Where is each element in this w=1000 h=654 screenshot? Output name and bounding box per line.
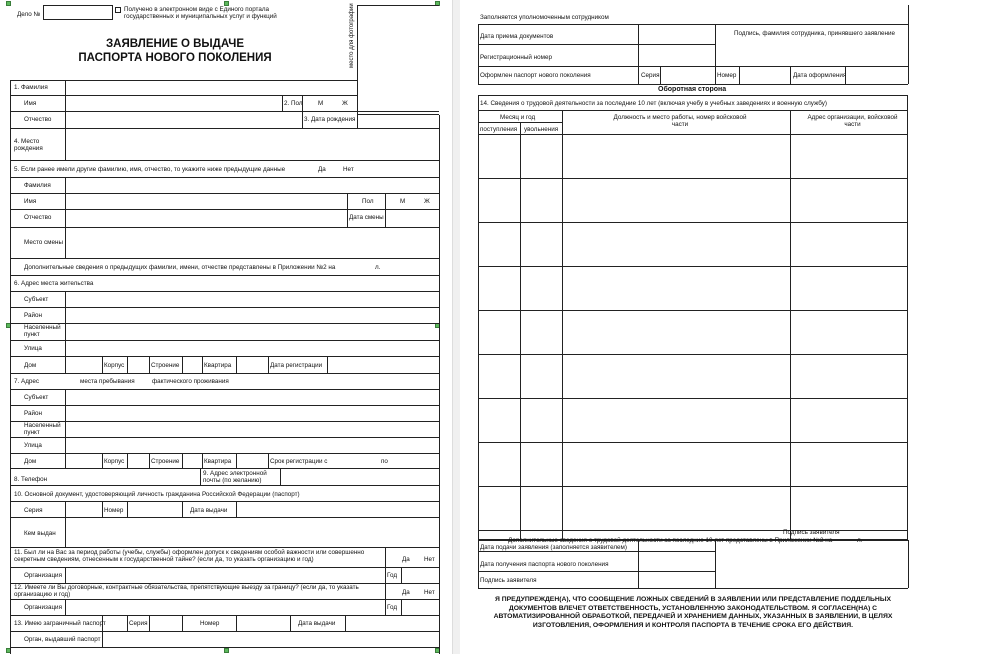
issued-series-label: Серия [641,72,660,79]
receive-date-label: Дата приема документов [480,33,554,40]
employee-signature-label: Подпись, фамилия сотрудника, принявшего заявление [734,30,895,37]
field-address-label: 6. Адрес места жительства [14,280,94,287]
field-name-label: Имя [24,100,37,107]
addr-district-label: Район [24,312,42,319]
addr-kvartira-label: Квартира [204,362,232,369]
doc-issue-date-label: Дата выдачи [190,507,228,514]
work-row-line [478,398,908,399]
delo-box[interactable] [43,5,113,20]
doc-series-label: Серия [24,507,43,514]
get-date-label: Дата получения паспорта нового поколения [480,561,609,568]
prev-net[interactable]: Нет [343,166,354,173]
addr-reg-date-label: Дата регистрации [270,362,323,369]
field-phone-label: 8. Телефон [14,476,48,483]
prev-gender-label: Пол [362,198,374,205]
obligations-org-label: Организация [24,604,62,611]
fp-series-label: Серия [129,620,148,627]
field-surname-label: 1. Фамилия [14,84,48,91]
work-row-line [478,222,908,223]
position-header: Должность и место работы, номер войсковой части [613,114,747,129]
issued-passport-label: Оформлен паспорт нового поколения [480,72,591,79]
resize-handle-bm[interactable] [224,648,229,653]
addr7-subject-label: Субъект [24,394,49,401]
additional-names-note: Дополнительные сведения о предыдущих фамилии, имени, отчестве представлены в Приложении №2 на [24,264,336,271]
addr-locality-label: Населенный пункт [24,324,61,339]
addr7-locality-label: Населенный пункт [24,422,61,437]
warning-text: Я ПРЕДУПРЕЖДЕН(А), ЧТО СООБЩЕНИЕ ЛОЖНЫХ СВЕДЕНИЙ В ЗАЯВЛЕНИИ ИЛИ ПРЕДСТАВЛЕНИЕ ПОДДЕЛЬНЫХ ДОКУМЕНТОВ ВЛЕЧЕТ ОТВЕТСТВЕННОСТЬ, УСТАНОВЛЕННУЮ ЗАКОНОДАТЕЛЬСТВОМ. Я СОГЛАСЕН(НА) С АВТОМАТИЗИРОВАННОЙ ОБРАБОТКОЙ, ПЕРЕДАЧЕЙ И ХРАНЕНИЕМ ДАННЫХ, УКАЗАННЫХ В ЗАЯВЛЕНИИ, В ЦЕЛЯХ ИЗГОТОВЛЕНИЯ, ОФОРМЛЕНИЯ И КОНТРОЛЯ ПАСПОРТА В ТЕЧЕНИЕ СРОКА ЕГО ДЕЙСТВИЯ. [493,596,893,629]
obligations-net[interactable]: Нет [424,589,435,596]
prev-place-change-label: Место смены [24,239,64,246]
prev-da[interactable]: Да [318,166,326,173]
filled-by-label: Заполняется уполномоченным сотрудником [480,14,609,21]
clearance-year-label: Год [387,572,398,579]
addr-korpus-label: Корпус [104,362,125,369]
fp-number-label: Номер [200,620,220,627]
application-front-page [0,0,452,654]
addr7-korpus-label: Корпус [104,458,125,465]
photo-label: место для фотографии [349,3,355,68]
addr7-reg-term-label: Срок регистрации с [270,458,328,465]
work-row-line [478,486,908,487]
form-title-line2: ПАСПОРТА НОВОГО ПОКОЛЕНИЯ [78,52,272,64]
field-address7-label: 7. Адрес [14,378,40,385]
addr7-stay-label[interactable]: места пребывания [80,378,135,385]
clearance-net[interactable]: Нет [424,556,435,563]
addr-stroenie-label: Строение [151,362,180,369]
back-side-title: Оборотная сторона [658,86,727,93]
work-history-table [478,95,908,540]
submit-date-label: Дата подачи заявления (заполняется заявителем) [480,544,627,551]
addr7-actual-label[interactable]: фактического проживания [152,378,229,385]
field-gender-label: 2. Пол [284,100,303,107]
extra-work-note: Дополнительные сведения о трудовой деятельности за последние 10 лет представлены в Приложении №2 на [508,537,833,544]
leave-header: увольнения [524,126,559,133]
issued-number-label: Номер [717,72,737,79]
addr7-po-label: по [381,458,388,465]
additional-names-l: л. [375,264,381,271]
prev-date-change-label: Дата смены [349,214,384,221]
reg-number-label: Регистрационный номер [480,54,552,61]
work-row-line [478,266,908,267]
received-checkbox[interactable] [115,7,121,13]
prev-gender-m[interactable]: М [400,198,406,205]
work-row-line [478,310,908,311]
field-birthplace-label: 4. Место рождения [14,138,43,153]
delo-label: Дело № [17,11,41,18]
addr-house-label: Дом [24,362,37,369]
enter-header: поступления [480,126,518,133]
work-row-line [478,442,908,443]
addr7-street-label: Улица [24,442,42,449]
clearance-da[interactable]: Да [402,556,410,563]
prev-patronymic-label: Отчество [24,214,52,221]
addr7-kvartira-label: Квартира [204,458,232,465]
addr7-house-label: Дом [24,458,37,465]
prev-name-label: Имя [24,198,37,205]
field-email-label: 9. Адрес электронной почты (по желанию) [203,470,267,485]
field-birthdate-label: 3. Дата рождения [304,116,356,123]
gender-zh[interactable]: Ж [342,100,348,107]
work-row-line [478,178,908,179]
received-note: Получено в электронном виде с Единого портала государственных и муниципальных услуг и функций [124,6,277,21]
applicant-sign-top: Подпись заявителя [783,529,840,536]
clearance-org-label: Организация [24,572,62,579]
address-org-header: Адрес организации, войсковой части [807,114,898,129]
addr7-stroenie-label: Строение [151,458,180,465]
doc-number-label: Номер [104,507,124,514]
addr-street-label: Улица [24,345,42,352]
applicant-sign-label: Подпись заявителя [480,577,537,584]
issued-date-label: Дата оформления [793,72,847,79]
doc-issued-by-label: Кем выдан [24,530,56,537]
extra-work-l: л. [857,537,863,544]
prev-surname-label: Фамилия [24,182,51,189]
work-row-line [478,530,908,531]
resize-handle-tl[interactable] [6,1,11,6]
field-clearance-label: 11. Был ли на Вас за период работы (учебы, службы) оформлен допуск к сведениям особой важности или совершенно секретным сведениям, отнесенным к государственной тайне? (если да, то указать организацию и год) [14,549,365,564]
field-patronymic-label: Отчество [24,116,52,123]
addr-subject-label: Субъект [24,296,49,303]
field-main-doc-label: 10. Основной документ, удостоверяющий личность гражданина Российской Федерации (паспорт) [14,491,300,498]
prev-gender-zh[interactable]: Ж [424,198,430,205]
fp-issue-date-label: Дата выдачи [298,620,336,627]
field-obligations-label: 12. Имеете ли Вы договорные, контрактные обязательства, препятствующие выезду за границу? (если да, то указать организацию и год) [14,584,359,599]
work-history-label: 14. Сведения о трудовой деятельности за последние 10 лет (включая учебу в учебных заведениях и военную службу) [480,100,828,107]
obligations-da[interactable]: Да [402,589,410,596]
gender-m[interactable]: М [318,100,324,107]
photo-box [357,5,439,115]
addr7-district-label: Район [24,410,42,417]
application-back-page [460,0,1000,654]
month-year-header: Месяц и год [500,114,536,121]
form-title-line1: ЗАЯВЛЕНИЕ О ВЫДАЧЕ [105,38,245,50]
field-prev-names-label: 5. Если ранее имели другие фамилию, имя, отчество, то укажите ниже предыдущие данные [14,166,286,173]
obligations-year-label: Год [387,604,398,611]
field-foreign-passport-label: 13. Имею заграничный паспорт [14,620,106,627]
work-row-line [478,354,908,355]
fp-issuing-body-label: Орган, выдавший паспорт [24,636,101,643]
